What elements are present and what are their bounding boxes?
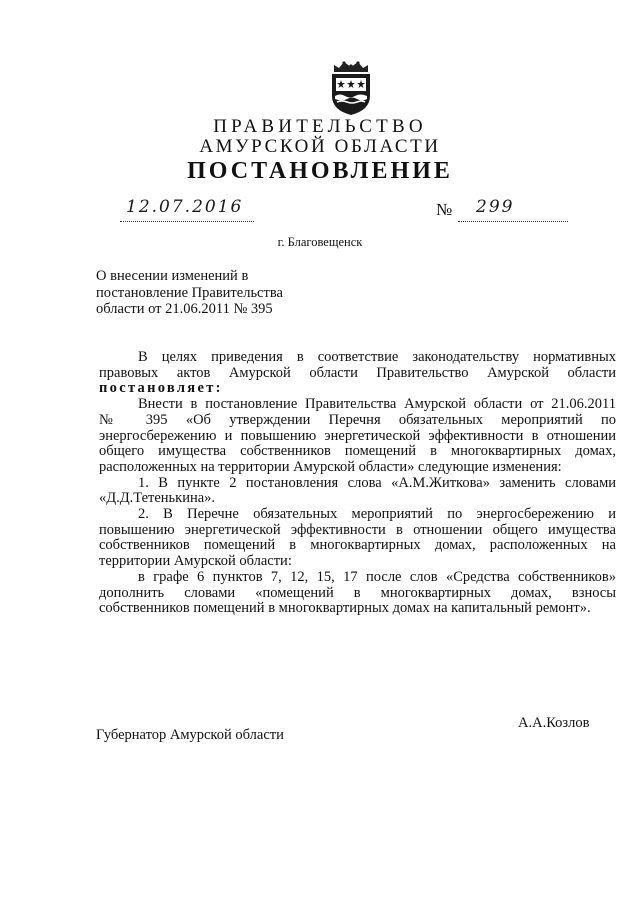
signatory-name: А.А.Козлов — [518, 715, 590, 731]
body-line: «Д.Д.Тетенькина». — [99, 490, 216, 507]
body-line: повышению энергетической эффективности в отношении общего имущества — [99, 521, 616, 538]
document-subject — [96, 268, 283, 318]
amur-oblast-coat-of-arms-icon — [326, 60, 376, 116]
document-number: 299 — [476, 197, 515, 217]
organization-region: АМУРСКОЙ ОБЛАСТИ — [199, 136, 441, 157]
document-number-field — [458, 197, 568, 222]
body-line: в графе 6 пунктов 7, 12, 15, 17 после слов «Средства собственников» — [138, 568, 616, 585]
number-label: № — [436, 200, 453, 219]
document-date-field — [120, 197, 254, 222]
body-line: энергосбережению и повышению энергетической эффективности в отношении — [99, 427, 616, 444]
subject-line: О внесении изменений в — [96, 268, 249, 284]
document-body — [99, 350, 616, 617]
body-line: общего имущества собственников помещений в многоквартирных домах, — [99, 443, 616, 460]
body-line: Внести в постановление Правительства Амурской области от 21.06.2011 — [138, 396, 616, 413]
subject-line: области от 21.06.2011 № 395 — [96, 301, 273, 317]
resolution-word: постановляет: — [99, 380, 223, 397]
body-line: 2. В Перечне обязательных мероприятий по энергосбережению и — [138, 506, 616, 523]
body-line: собственников помещений в многоквартирных домах, расположенных на — [99, 537, 616, 554]
body-line: правовых актов Амурской области Правительство Амурской области — [99, 364, 616, 381]
subject-line: постановление Правительства — [96, 284, 283, 301]
signatory-position: Губернатор Амурской области — [96, 727, 284, 743]
organization-name: ПРАВИТЕЛЬСТВО — [213, 116, 427, 137]
body-line: расположенных на территории Амурской области» следующие изменения: — [99, 458, 562, 475]
document-date: 12.07.2016 — [126, 197, 244, 217]
body-line: территории Амурской области: — [99, 553, 292, 570]
body-line: собственников помещений в многоквартирных домах на капитальный ремонт». — [99, 600, 591, 617]
body-line: дополнить словами «помещений в многоквартирных домах, взносы — [99, 584, 616, 601]
body-line: В целях приведения в соответствие законодательству нормативных — [138, 349, 616, 365]
city: г. Благовещенск — [277, 235, 363, 249]
document-type-title: ПОСТАНОВЛЕНИЕ — [187, 158, 453, 184]
body-line: 1. В пункте 2 постановления слова «А.М.Житкова» заменить словами — [138, 474, 616, 491]
body-line: № 395 «Об утверждении Перечня обязательных мероприятий по — [99, 411, 616, 428]
